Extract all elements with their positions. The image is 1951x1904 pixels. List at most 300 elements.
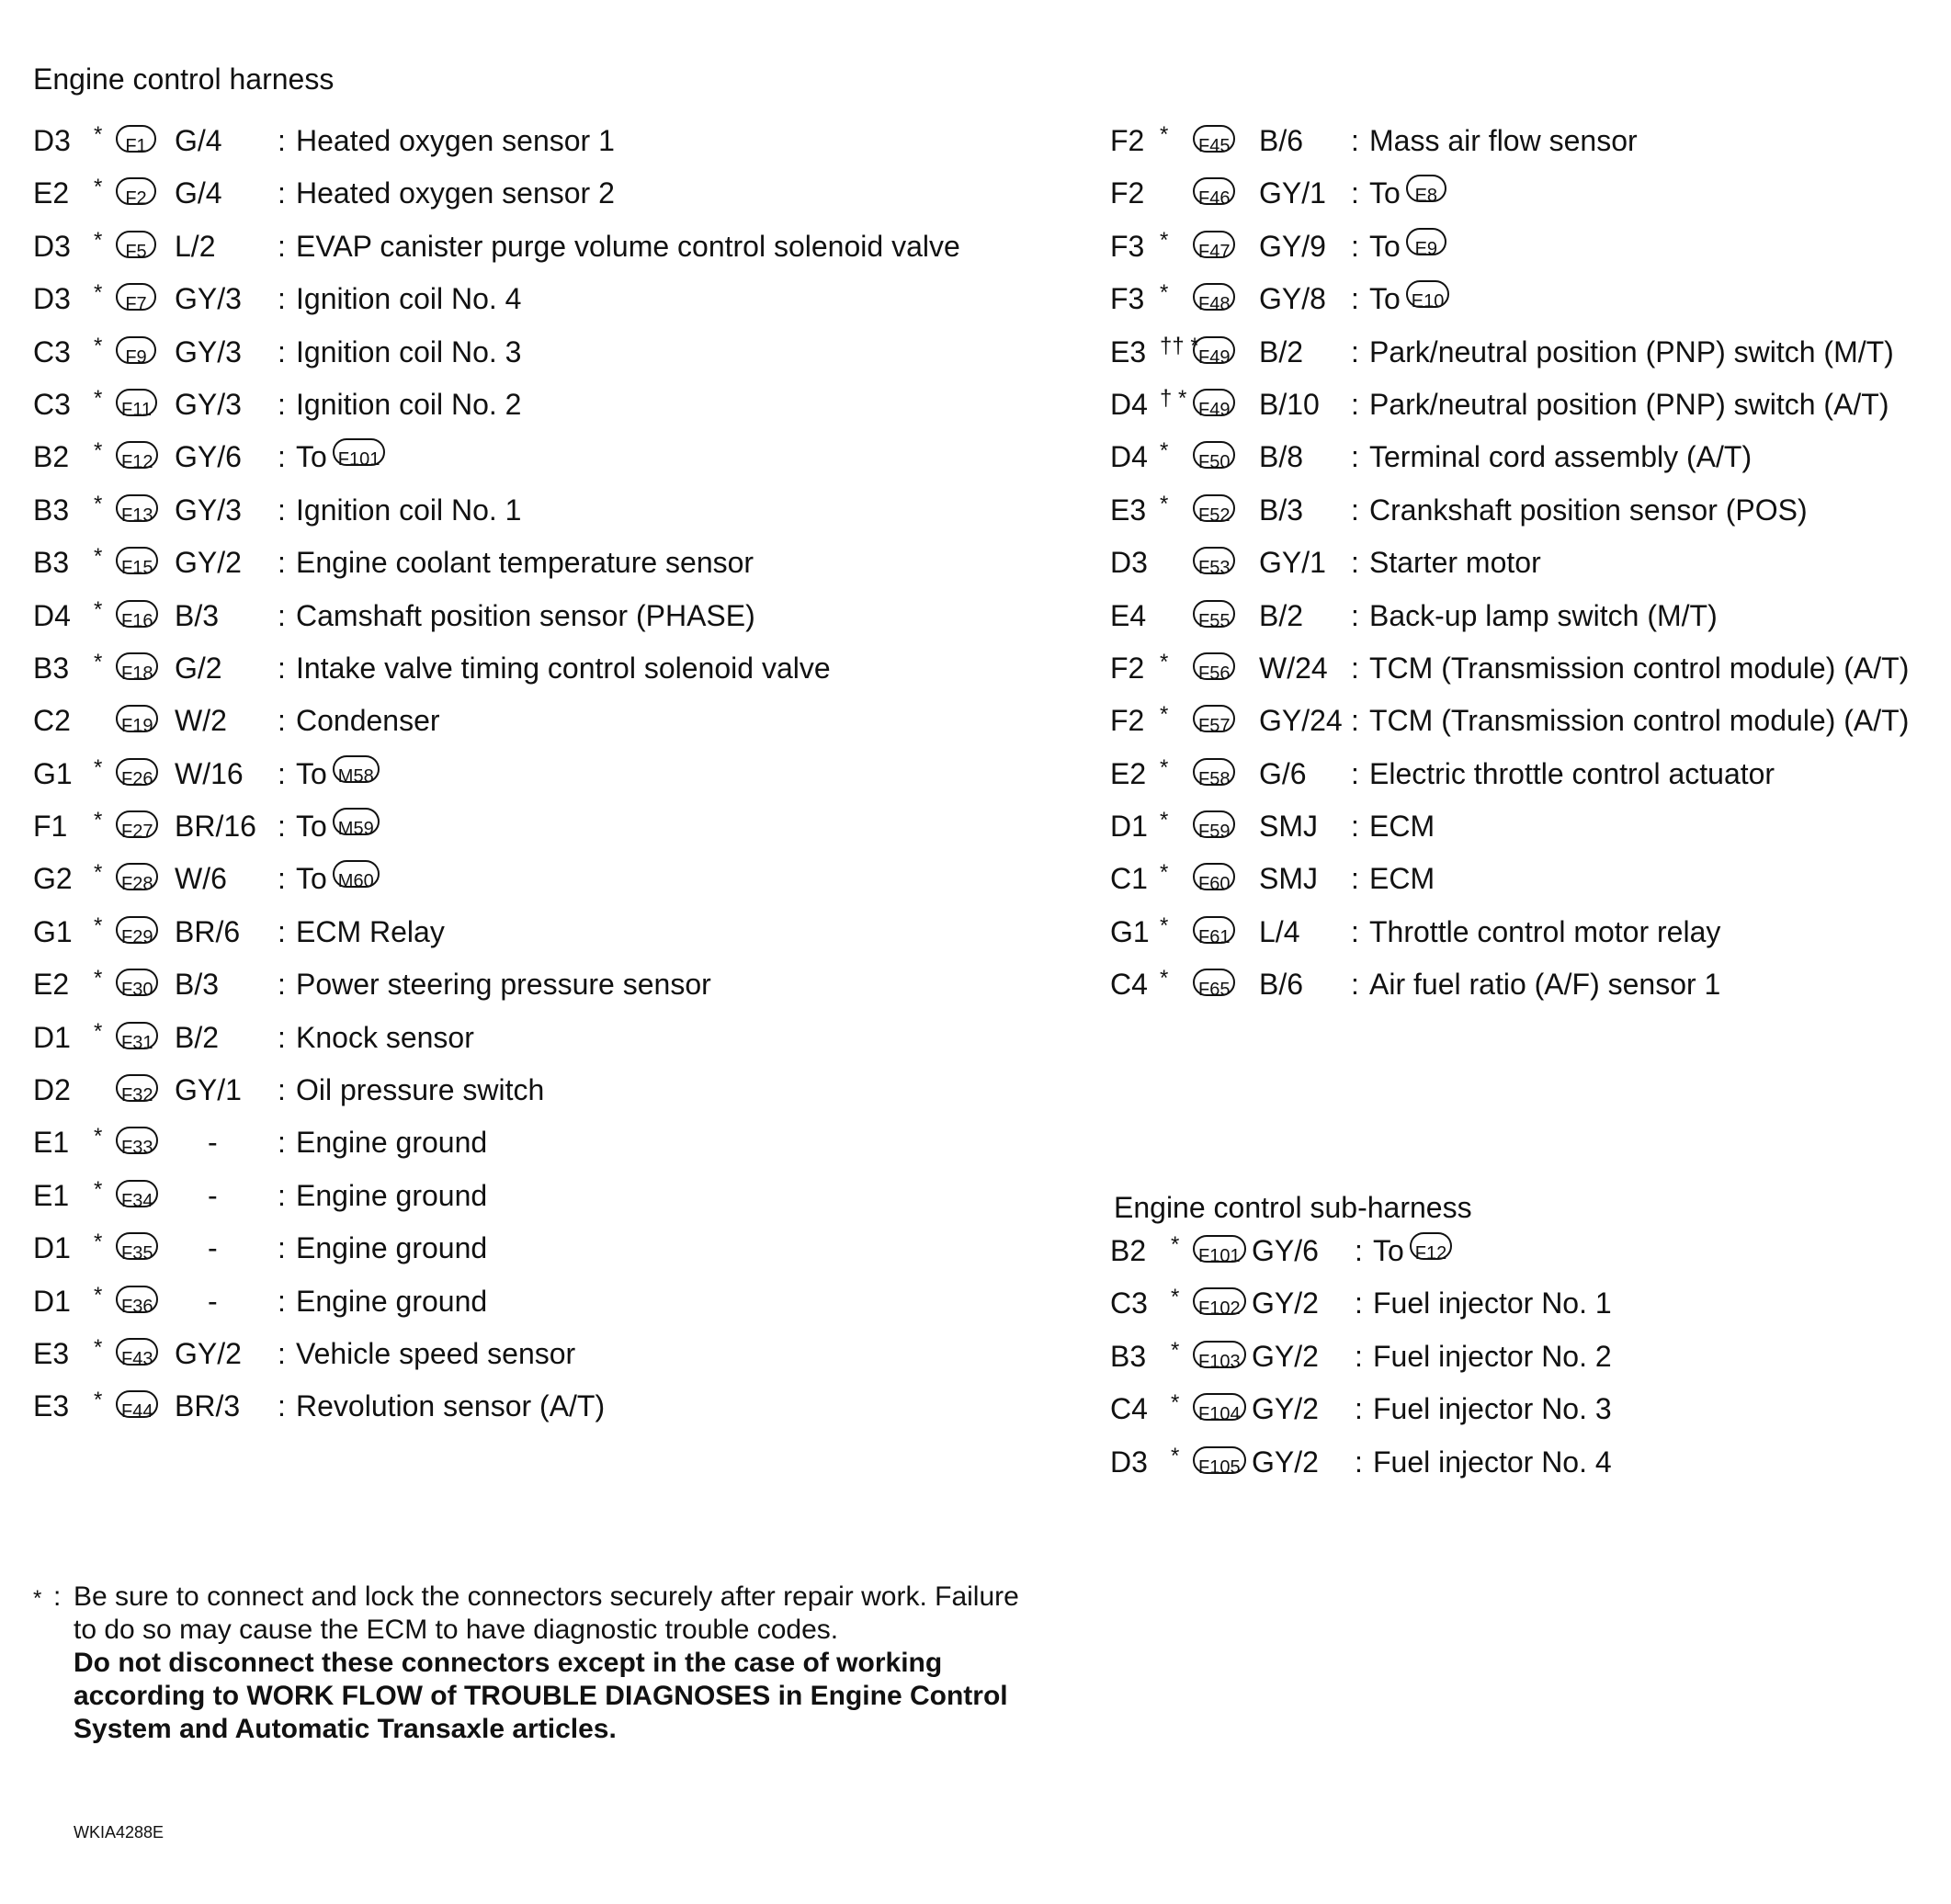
description-text: Starter motor — [1369, 546, 1541, 580]
connector-description — [1369, 807, 1435, 845]
connector-mark: * — [1171, 1390, 1180, 1416]
connector-mark: * — [1160, 808, 1169, 833]
grid-location: D3 — [1110, 546, 1148, 580]
connector-description — [296, 807, 380, 845]
connector-description — [1369, 227, 1446, 266]
description-text: TCM (Transmission control module) (A/T) — [1369, 704, 1910, 738]
connector-description — [1369, 912, 1720, 951]
wire-spec: W/2 — [175, 704, 227, 738]
grid-location: E1 — [33, 1178, 70, 1212]
description-text: Knock sensor — [296, 1020, 474, 1054]
connector-description — [296, 754, 380, 793]
separator-colon: : — [278, 1073, 286, 1107]
separator-colon: : — [1351, 756, 1359, 790]
grid-location: C2 — [33, 704, 71, 738]
grid-location: G1 — [1110, 914, 1150, 948]
grid-location: D1 — [33, 1020, 71, 1054]
connector-id-badge: F58 — [1193, 758, 1235, 786]
separator-colon: : — [278, 1020, 286, 1054]
wire-spec: GY/3 — [175, 493, 242, 527]
grid-location: G1 — [33, 914, 73, 948]
connector-mark: * — [94, 808, 103, 833]
separator-colon: : — [278, 1336, 286, 1370]
wire-spec: GY/2 — [1252, 1445, 1319, 1479]
grid-location: D4 — [33, 598, 71, 632]
connector-id-badge: F65 — [1193, 969, 1235, 996]
wire-spec: GY/1 — [1259, 176, 1326, 210]
description-text: ECM — [1369, 862, 1435, 896]
connector-mark: * — [1160, 754, 1169, 780]
wire-spec: GY/1 — [1259, 546, 1326, 580]
connector-description — [296, 279, 521, 318]
wire-spec: GY/6 — [175, 440, 242, 474]
separator-colon: : — [1351, 229, 1359, 263]
connector-description — [296, 1229, 487, 1267]
description-text: Revolution sensor (A/T) — [296, 1389, 606, 1423]
grid-location: E3 — [1110, 334, 1147, 368]
description-text: Fuel injector No. 3 — [1373, 1392, 1612, 1426]
separator-colon: : — [278, 229, 286, 263]
connector-mark: * — [1160, 491, 1169, 516]
separator-colon: : — [278, 493, 286, 527]
wire-spec: SMJ — [1259, 862, 1318, 896]
connector-id-badge: F55 — [1193, 600, 1235, 628]
connector-mark: * — [1171, 1443, 1180, 1468]
wire-spec: B/8 — [1259, 440, 1304, 474]
separator-colon: : — [1351, 176, 1359, 210]
description-text: Ignition coil No. 1 — [296, 493, 522, 527]
grid-location: C3 — [33, 387, 71, 421]
grid-location: D1 — [1110, 810, 1148, 844]
connector-id-badge: F18 — [116, 652, 158, 680]
wire-spec: B/2 — [1259, 598, 1304, 632]
description-text: Park/neutral position (PNP) switch (A/T) — [1369, 387, 1889, 421]
grid-location: F1 — [33, 810, 68, 844]
connector-id-badge: F33 — [116, 1127, 158, 1154]
connector-mark: * — [94, 860, 103, 886]
connector-id-badge: F59 — [1193, 810, 1235, 838]
connector-id-badge: F103 — [1193, 1341, 1246, 1368]
grid-location: C4 — [1110, 1392, 1148, 1426]
connector-description — [1369, 121, 1638, 160]
separator-colon: : — [278, 756, 286, 790]
connector-description — [296, 121, 615, 160]
connector-description — [1369, 491, 1808, 529]
separator-colon: : — [278, 176, 286, 210]
description-text: ECM Relay — [296, 914, 445, 948]
separator-colon: : — [1351, 282, 1359, 316]
separator-colon: : — [1355, 1445, 1363, 1479]
description-text: Engine ground — [296, 1126, 488, 1160]
wire-spec: BR/6 — [175, 914, 241, 948]
description-text: Throttle control motor relay — [1369, 914, 1721, 948]
separator-colon: : — [1351, 387, 1359, 421]
description-text: Engine coolant temperature sensor — [296, 546, 754, 580]
separator-colon: : — [1351, 493, 1359, 527]
connector-id-badge: F43 — [116, 1338, 158, 1366]
connector-description — [296, 437, 385, 476]
separator-colon: : — [278, 387, 286, 421]
description-text: EVAP canister purge volume control solenoid valve — [296, 229, 960, 263]
connector-description — [296, 701, 440, 740]
grid-location: D3 — [33, 124, 71, 157]
connector-mark: * — [1160, 860, 1169, 886]
description-text: Intake valve timing control solenoid valve — [296, 651, 831, 685]
grid-location: D3 — [33, 282, 71, 316]
description-text: Electric throttle control actuator — [1369, 756, 1775, 790]
wire-spec: GY/9 — [1259, 229, 1326, 263]
connector-description — [296, 1387, 605, 1425]
separator-colon: : — [1351, 914, 1359, 948]
wire-spec: L/4 — [1259, 914, 1300, 948]
connector-mark: * — [94, 596, 103, 622]
connector-description — [296, 1123, 487, 1162]
target-connector-badge: E10 — [1406, 280, 1450, 308]
connector-id-badge: F105 — [1193, 1446, 1246, 1474]
connector-mark: * — [1160, 912, 1169, 938]
grid-location: B3 — [33, 493, 70, 527]
connector-id-badge: F45 — [1193, 125, 1235, 153]
connector-mark: * — [1160, 702, 1169, 728]
grid-location: F2 — [1110, 704, 1145, 738]
engine-control-harness-title: Engine control harness — [33, 62, 335, 96]
grid-location: E2 — [33, 968, 70, 1002]
description-text: Ignition coil No. 2 — [296, 387, 522, 421]
description-text: To — [296, 756, 327, 790]
grid-location: D2 — [33, 1073, 71, 1107]
connector-mark: * — [94, 1334, 103, 1360]
wire-spec: GY/2 — [175, 546, 242, 580]
grid-location: B3 — [33, 651, 70, 685]
wire-spec: W/6 — [175, 862, 227, 896]
description-text: TCM (Transmission control module) (A/T) — [1369, 651, 1910, 685]
description-text: Fuel injector No. 1 — [1373, 1286, 1612, 1320]
connector-id-badge: F27 — [116, 810, 158, 838]
wire-spec: GY/2 — [175, 1336, 242, 1370]
note-text: Be sure to connect and lock the connectors securely after repair work. Failure to do so may cause the ECM to have diagnostic trouble codes. — [74, 1581, 1019, 1645]
grid-location: E2 — [1110, 756, 1147, 790]
wire-spec: BR/16 — [175, 810, 256, 844]
note-warning-text: Do not disconnect these connectors except in the case of working according to WORK FLOW of TROUBLE DIAGNOSES in Engine Control System and Automatic Transaxle articles. — [74, 1648, 1008, 1744]
connector-description — [1369, 333, 1894, 371]
grid-location: F2 — [1110, 176, 1145, 210]
connector-id-badge: F47 — [1193, 231, 1235, 258]
connector-mark: * — [1171, 1285, 1180, 1310]
connector-id-badge: F32 — [116, 1074, 158, 1102]
connector-id-badge: F12 — [116, 441, 158, 469]
grid-location: D4 — [1110, 440, 1148, 474]
separator-colon: : — [1351, 862, 1359, 896]
wire-spec: GY/2 — [1252, 1392, 1319, 1426]
description-text: To — [296, 440, 327, 474]
connector-description — [1373, 1389, 1612, 1428]
connector-id-badge: F19 — [116, 705, 158, 732]
wire-spec: B/2 — [175, 1020, 220, 1054]
connector-mark: * — [94, 175, 103, 200]
wire-spec: G/2 — [175, 651, 222, 685]
separator-colon: : — [1355, 1286, 1363, 1320]
wire-spec: GY/3 — [175, 334, 242, 368]
connector-description — [296, 543, 754, 582]
description-text: To — [1373, 1234, 1404, 1267]
connector-mark: * — [94, 333, 103, 358]
grid-location: C1 — [1110, 862, 1148, 896]
wire-spec: - — [208, 1178, 218, 1212]
separator-colon: : — [1355, 1392, 1363, 1426]
connector-id-badge: F61 — [1193, 916, 1235, 944]
separator-colon: : — [278, 598, 286, 632]
connector-description — [1369, 701, 1909, 740]
connector-mark: * — [94, 491, 103, 516]
connector-description — [1369, 859, 1435, 898]
description-text: Back-up lamp switch (M/T) — [1369, 598, 1718, 632]
separator-colon: : — [278, 968, 286, 1002]
wire-spec: W/16 — [175, 756, 244, 790]
connector-mark: * — [94, 544, 103, 570]
target-connector-badge: M59 — [333, 808, 380, 835]
connector-description — [296, 965, 711, 1003]
connector-description — [1373, 1443, 1612, 1481]
separator-colon: : — [1351, 651, 1359, 685]
connector-id-badge: F16 — [116, 600, 158, 628]
description-text: Park/neutral position (PNP) switch (M/T) — [1369, 334, 1894, 368]
connector-description — [1369, 596, 1718, 635]
connector-mark: * — [94, 912, 103, 938]
separator-colon: : — [1351, 968, 1359, 1002]
separator-colon: : — [278, 862, 286, 896]
connector-id-badge: F101 — [1193, 1235, 1246, 1263]
wire-spec: - — [208, 1126, 218, 1160]
wire-spec: W/24 — [1259, 651, 1328, 685]
figure-id: WKIA4288E — [74, 1823, 164, 1842]
grid-location: D3 — [1110, 1445, 1148, 1479]
connector-id-badge: F49 — [1193, 336, 1235, 364]
wire-spec: G/6 — [1259, 756, 1307, 790]
connector-id-badge: F49 — [1193, 389, 1235, 416]
connector-id-badge: F104 — [1193, 1393, 1246, 1421]
connector-mark: * — [1171, 1232, 1180, 1257]
connector-id-badge: F1 — [116, 125, 156, 153]
connector-description — [296, 859, 380, 898]
connector-mark: * — [94, 966, 103, 992]
description-text: To — [1369, 176, 1401, 210]
connector-mark: † * — [1160, 385, 1187, 411]
separator-colon: : — [1355, 1234, 1363, 1267]
grid-location: F2 — [1110, 124, 1145, 157]
separator-colon: : — [278, 1389, 286, 1423]
connector-id-badge: F50 — [1193, 441, 1235, 469]
wire-spec: B/3 — [175, 968, 220, 1002]
connector-id-badge: F7 — [116, 283, 156, 311]
connector-description — [296, 1334, 575, 1373]
connector-mark: * — [94, 122, 103, 147]
grid-location: C3 — [1110, 1286, 1148, 1320]
connector-id-badge: F34 — [116, 1180, 158, 1207]
description-text: Heated oxygen sensor 1 — [296, 124, 615, 157]
connector-description — [1369, 754, 1775, 793]
connector-description — [296, 1282, 487, 1320]
note-colon: : — [53, 1581, 62, 1612]
grid-location: D1 — [33, 1284, 71, 1318]
wire-spec: G/4 — [175, 176, 222, 210]
connector-id-badge: F2 — [116, 177, 156, 205]
separator-colon: : — [1351, 440, 1359, 474]
connector-id-badge: F35 — [116, 1232, 158, 1260]
connector-description — [296, 912, 445, 951]
separator-colon: : — [278, 124, 286, 157]
description-text: To — [296, 862, 327, 896]
connector-description — [296, 333, 521, 371]
separator-colon: : — [278, 282, 286, 316]
description-text: Ignition coil No. 4 — [296, 282, 522, 316]
description-text: Fuel injector No. 4 — [1373, 1445, 1612, 1479]
target-connector-badge: E9 — [1406, 228, 1446, 255]
wire-spec: GY/2 — [1252, 1286, 1319, 1320]
grid-location: B2 — [33, 440, 70, 474]
description-text: Fuel injector No. 2 — [1373, 1339, 1612, 1373]
separator-colon: : — [1351, 124, 1359, 157]
connector-mark: * — [1160, 966, 1169, 992]
description-text: Camshaft position sensor (PHASE) — [296, 598, 755, 632]
description-text: To — [1369, 229, 1401, 263]
grid-location: E1 — [33, 1126, 70, 1160]
description-text: Ignition coil No. 3 — [296, 334, 522, 368]
separator-colon: : — [1351, 704, 1359, 738]
description-text: Crankshaft position sensor (POS) — [1369, 493, 1808, 527]
grid-location: B3 — [33, 546, 70, 580]
wire-spec: GY/2 — [1252, 1339, 1319, 1373]
target-connector-badge: M60 — [333, 860, 380, 888]
separator-colon: : — [278, 1231, 286, 1265]
connector-mark: †† * — [1160, 333, 1199, 358]
separator-colon: : — [278, 1126, 286, 1160]
connector-description — [296, 1071, 544, 1109]
connector-id-badge: F102 — [1193, 1287, 1246, 1315]
target-connector-badge: M58 — [333, 755, 380, 783]
connector-id-badge: F5 — [116, 231, 156, 258]
connector-id-badge: F9 — [116, 336, 156, 364]
grid-location: D4 — [1110, 387, 1148, 421]
grid-location: E3 — [33, 1336, 70, 1370]
connector-id-badge: F28 — [116, 863, 158, 890]
connector-id-badge: F26 — [116, 758, 158, 786]
connector-description — [296, 174, 615, 212]
connector-mark: * — [94, 1124, 103, 1150]
connector-mark: * — [1160, 122, 1169, 147]
description-text: Engine ground — [296, 1178, 488, 1212]
connector-description — [1369, 174, 1446, 212]
description-text: Air fuel ratio (A/F) sensor 1 — [1369, 968, 1721, 1002]
connector-description — [1369, 649, 1909, 687]
separator-colon: : — [278, 1178, 286, 1212]
separator-colon: : — [1351, 810, 1359, 844]
wire-spec: GY/3 — [175, 282, 242, 316]
grid-location: E3 — [33, 1389, 70, 1423]
connector-mark: * — [1171, 1337, 1180, 1363]
wire-spec: GY/1 — [175, 1073, 242, 1107]
connector-mark: * — [1160, 649, 1169, 674]
connector-mark: * — [1160, 227, 1169, 253]
wire-spec: L/2 — [175, 229, 216, 263]
connector-mark: * — [94, 280, 103, 306]
description-text: Engine ground — [296, 1231, 488, 1265]
grid-location: G1 — [33, 756, 73, 790]
connector-id-badge: F13 — [116, 494, 158, 522]
target-connector-badge: E8 — [1406, 175, 1446, 202]
grid-location: B2 — [1110, 1234, 1147, 1267]
connector-mark: * — [94, 1282, 103, 1308]
wire-spec: G/4 — [175, 124, 222, 157]
connector-mark: * — [94, 227, 103, 253]
description-text: Power steering pressure sensor — [296, 968, 711, 1002]
connector-description — [296, 491, 521, 529]
connector-mark: * — [94, 438, 103, 464]
grid-location: E4 — [1110, 598, 1147, 632]
grid-location: F3 — [1110, 229, 1145, 263]
separator-colon: : — [278, 914, 286, 948]
grid-location: F3 — [1110, 282, 1145, 316]
description-text: To — [296, 810, 327, 844]
description-text: ECM — [1369, 810, 1435, 844]
connector-description — [296, 649, 831, 687]
grid-location: D1 — [33, 1231, 71, 1265]
separator-colon: : — [278, 440, 286, 474]
connector-id-badge: F60 — [1193, 863, 1235, 890]
connector-id-badge: F36 — [116, 1286, 158, 1313]
grid-location: D3 — [33, 229, 71, 263]
grid-location: C4 — [1110, 968, 1148, 1002]
description-text: Terminal cord assembly (A/T) — [1369, 440, 1752, 474]
description-text: Engine ground — [296, 1284, 488, 1318]
connector-id-badge: F11 — [116, 389, 157, 416]
connector-id-badge: F57 — [1193, 705, 1235, 732]
wire-spec: - — [208, 1284, 218, 1318]
connector-mark: * — [1160, 438, 1169, 464]
wire-spec: B/6 — [1259, 968, 1304, 1002]
wire-spec: BR/3 — [175, 1389, 241, 1423]
connector-mark: * — [94, 1230, 103, 1255]
target-connector-badge: F12 — [1410, 1232, 1452, 1260]
grid-location: E2 — [33, 176, 70, 210]
connector-id-badge: F31 — [116, 1022, 158, 1049]
grid-location: E3 — [1110, 493, 1147, 527]
connector-description — [296, 385, 521, 424]
wire-spec: GY/6 — [1252, 1234, 1319, 1267]
connector-id-badge: F46 — [1193, 177, 1235, 205]
connector-id-badge: F15 — [116, 547, 158, 574]
connector-id-badge: F44 — [116, 1390, 158, 1418]
connector-description — [1373, 1337, 1612, 1376]
connector-id-badge: F30 — [116, 969, 158, 996]
connector-description — [296, 227, 960, 266]
connector-mark: * — [94, 1388, 103, 1413]
wire-spec: B/2 — [1259, 334, 1304, 368]
separator-colon: : — [278, 334, 286, 368]
connector-description — [1369, 437, 1752, 476]
description-text: Mass air flow sensor — [1369, 124, 1638, 157]
description-text: Heated oxygen sensor 2 — [296, 176, 615, 210]
connector-mark: * — [94, 385, 103, 411]
separator-colon: : — [278, 546, 286, 580]
wire-spec: GY/8 — [1259, 282, 1326, 316]
grid-location: F2 — [1110, 651, 1145, 685]
connector-description — [1369, 279, 1449, 318]
wire-spec: B/3 — [1259, 493, 1304, 527]
connector-mark: * — [94, 754, 103, 780]
separator-colon: : — [278, 1284, 286, 1318]
engine-control-sub-harness-title: Engine control sub-harness — [1114, 1191, 1472, 1224]
description-text: Vehicle speed sensor — [296, 1336, 576, 1370]
